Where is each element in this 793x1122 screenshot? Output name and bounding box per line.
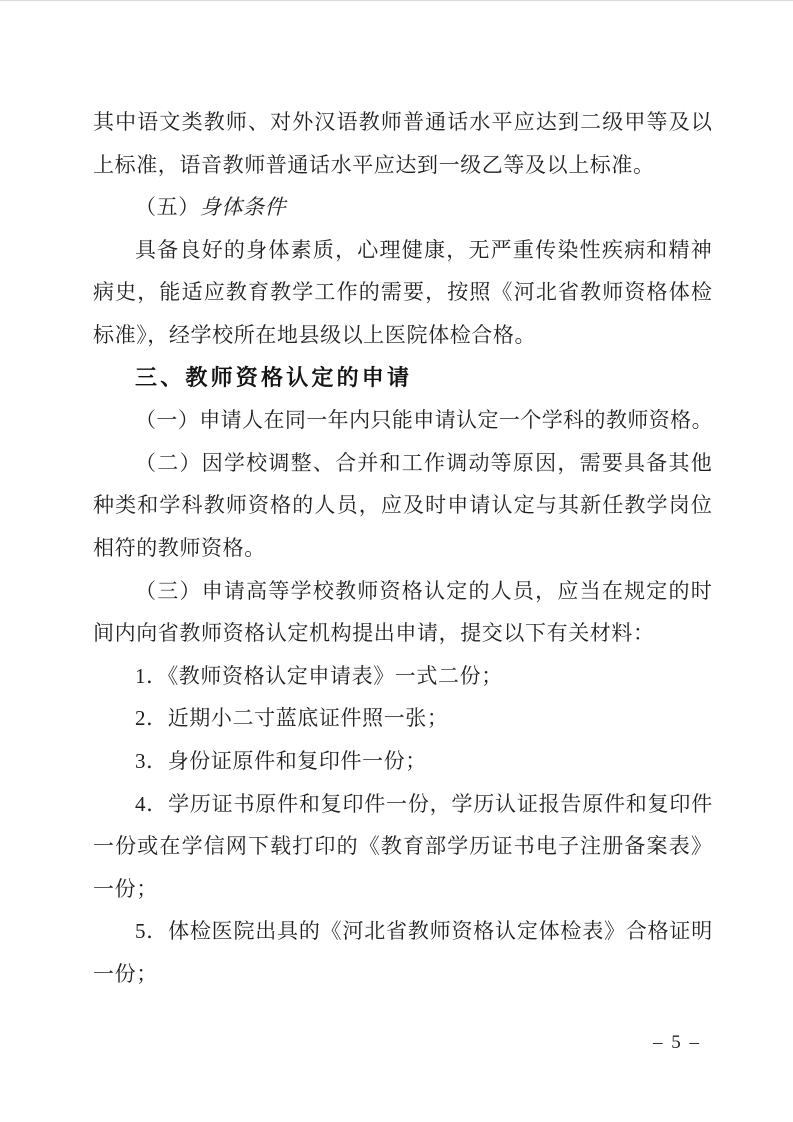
text-run: （三）申请高等学校教师资格认定的人员，应当在规定的时	[135, 578, 713, 603]
text-run: 标准》，经学校所在地县级以上医院体检合格。	[93, 322, 537, 347]
document-body	[93, 101, 713, 995]
text-line	[93, 271, 713, 314]
text-run: 1．《教师资格认定申请表》一式二份；	[135, 663, 503, 688]
text-line	[93, 910, 713, 953]
text-line	[93, 101, 713, 144]
text-run: 其中语文类教师、对外汉语教师普通话水平应达到二级甲等及以	[93, 110, 713, 134]
text-run: 具备良好的身体素质，心理健康，无严重传染性疾病和精神	[135, 237, 713, 262]
text-run: 一份；	[93, 961, 158, 986]
text-run: 一份；	[93, 876, 158, 901]
text-line	[93, 484, 713, 527]
text-run: 2．近期小二寸蓝底证件照一张；	[135, 706, 449, 731]
text-run: 3．身份证原件和复印件一份；	[135, 748, 427, 773]
text-line	[93, 570, 713, 613]
text-line	[93, 868, 713, 911]
text-line	[93, 740, 713, 783]
text-run: 病史，能适应教育教学工作的需要，按照《河北省教师资格体检	[93, 280, 713, 305]
text-run: 间内向省教师资格认定机构提出申请，提交以下有关材料：	[93, 621, 655, 646]
text-run: 4．学历证书原件和复印件一份，学历认证报告原件和复印件	[135, 791, 713, 816]
text-run: （五）	[135, 195, 200, 220]
text-run: 身体条件	[199, 195, 287, 220]
text-line	[93, 442, 713, 485]
text-run: （一）申请人在同一年内只能申请认定一个学科的教师资格。	[135, 408, 713, 433]
text-run: 种类和学科教师资格的人员，应及时申请认定与其新任教学岗位	[93, 493, 713, 518]
text-line	[93, 825, 713, 868]
text-line	[93, 144, 713, 187]
text-line	[93, 612, 713, 655]
text-line	[93, 399, 713, 442]
page-number: – 5 –	[653, 1032, 701, 1053]
text-line	[93, 229, 713, 272]
text-line	[93, 314, 713, 357]
page-top-edge	[0, 0, 793, 1]
text-line	[93, 783, 713, 826]
text-run: 上标准，语音教师普通话水平应达到一级乙等及以上标准。	[93, 152, 655, 177]
text-line	[93, 953, 713, 996]
text-run: 5．体检医院出具的《河北省教师资格认定体检表》合格证明	[135, 919, 713, 944]
text-line	[93, 697, 713, 740]
text-line	[93, 186, 713, 229]
text-run: 一份或在学信网下载打印的《教育部学历证书电子注册备案表》	[93, 834, 713, 859]
text-run: 三、教师资格认定的申请	[135, 364, 413, 390]
text-line	[93, 527, 713, 570]
text-run: 相符的教师资格。	[93, 535, 266, 560]
text-line	[93, 357, 713, 400]
text-line	[93, 655, 713, 698]
text-run: （二）因学校调整、合并和工作调动等原因，需要具备其他	[135, 450, 713, 475]
